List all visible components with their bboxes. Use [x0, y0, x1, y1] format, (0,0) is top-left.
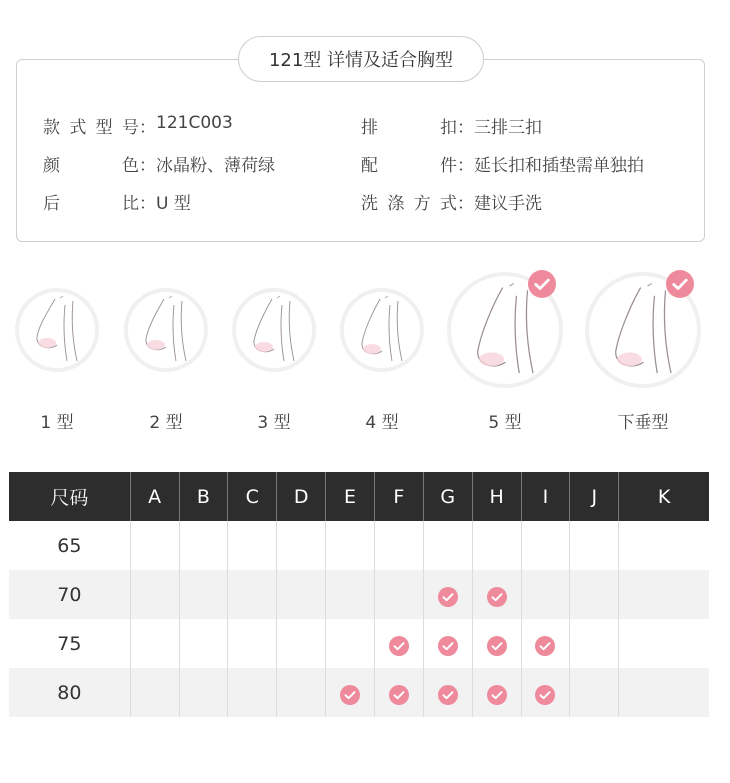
cell-70A: [131, 570, 180, 619]
detail-value: 三排三扣: [474, 118, 542, 138]
check-mark-icon: [528, 270, 556, 298]
fit-check-icon: [438, 636, 458, 656]
fit-check-icon: [389, 636, 409, 656]
detail-label: 款式型号: [43, 118, 139, 138]
cell-75J: [570, 619, 619, 668]
detail-value: 121C003: [156, 113, 233, 133]
cell-80B: [180, 668, 229, 717]
fit-check-icon: [487, 685, 507, 705]
header-cup-B: B: [180, 472, 229, 521]
row-size: 75: [9, 619, 131, 668]
row-size: 80: [9, 668, 131, 717]
shape-label: 4 型: [365, 413, 399, 433]
cell-70I: [522, 570, 571, 619]
header-cup-G: G: [424, 472, 473, 521]
cell-75C: [228, 619, 277, 668]
detail-colon: ：: [139, 118, 156, 138]
cell-65B: [180, 521, 229, 570]
cell-75H: [473, 619, 522, 668]
header-cup-E: E: [326, 472, 375, 521]
check-mark-icon: [438, 636, 458, 656]
page-title: 121型 详情及适合胸型: [238, 36, 484, 82]
cell-65C: [228, 521, 277, 570]
fit-check-icon: [389, 685, 409, 705]
detail-colon: ：: [139, 156, 156, 176]
selected-check-icon: [666, 270, 694, 298]
header-cup-K: K: [657, 485, 671, 508]
cell-65F: [375, 521, 424, 570]
cell-70B: [180, 570, 229, 619]
detail-label: 颜色: [43, 156, 139, 176]
fit-check-icon: [438, 685, 458, 705]
cell-70H: [473, 570, 522, 619]
detail-colon: ：: [457, 156, 474, 176]
header-cup-D: D: [277, 472, 326, 521]
detail-style-no: [43, 113, 233, 138]
header-cup-H: H: [473, 472, 522, 521]
detail-hooks: [361, 113, 542, 138]
cell-75I: [522, 619, 571, 668]
detail-value: U 型: [156, 194, 191, 214]
torso-sketch-icon: [136, 295, 196, 365]
cell-65A: [131, 521, 180, 570]
detail-back: [43, 189, 191, 214]
size-table-header: [9, 472, 709, 521]
cell-75A: [131, 619, 180, 668]
table-row: [9, 521, 709, 570]
header-cup-F: F: [375, 472, 424, 521]
cell-80F: [375, 668, 424, 717]
cell-70F: [375, 570, 424, 619]
fit-check-icon: [487, 636, 507, 656]
check-mark-icon: [666, 270, 694, 298]
check-mark-icon: [438, 685, 458, 705]
cell-80J: [570, 668, 619, 717]
cell-65G: [424, 521, 473, 570]
fit-check-icon: [487, 587, 507, 607]
cell-75G: [424, 619, 473, 668]
cell-70J: [570, 570, 619, 619]
shape-label: 5 型: [488, 413, 522, 433]
cell-70D: [277, 570, 326, 619]
cell-75D: [277, 619, 326, 668]
detail-color: [43, 151, 275, 176]
check-mark-icon: [535, 685, 555, 705]
cell-70K: [619, 570, 709, 619]
size-table: [9, 472, 709, 717]
cell-75F: [375, 619, 424, 668]
detail-value: 延长扣和插垫需单独拍: [474, 156, 644, 176]
header-cup-C: C: [228, 472, 277, 521]
cell-75K: [619, 619, 709, 668]
cell-75B: [180, 619, 229, 668]
cell-65H: [473, 521, 522, 570]
torso-sketch-icon: [352, 295, 412, 365]
fit-check-icon: [535, 636, 555, 656]
check-mark-icon: [389, 685, 409, 705]
cell-80D: [277, 668, 326, 717]
check-mark-icon: [487, 685, 507, 705]
cell-65I: [522, 521, 571, 570]
table-row: [9, 570, 709, 619]
detail-label: 配件: [361, 156, 457, 176]
cell-65D: [277, 521, 326, 570]
check-mark-icon: [487, 587, 507, 607]
detail-label: 洗涤方式: [361, 194, 457, 214]
fit-check-icon: [340, 685, 360, 705]
torso-sketch-icon: [27, 295, 87, 365]
cell-70E: [326, 570, 375, 619]
detail-value: 建议手洗: [474, 194, 542, 214]
header-cup-I: I: [522, 472, 571, 521]
fit-check-icon: [438, 587, 458, 607]
selected-check-icon: [528, 270, 556, 298]
cell-65E: [326, 521, 375, 570]
shape-label: 2 型: [149, 413, 183, 433]
row-size: 70: [9, 570, 131, 619]
cell-75E: [326, 619, 375, 668]
row-size: 65: [9, 521, 131, 570]
detail-value: 冰晶粉、薄荷绿: [156, 156, 275, 176]
detail-colon: ：: [139, 194, 156, 214]
fit-check-icon: [535, 685, 555, 705]
cell-80I: [522, 668, 571, 717]
cell-80A: [131, 668, 180, 717]
check-mark-icon: [535, 636, 555, 656]
detail-label: 排扣: [361, 118, 457, 138]
cell-80H: [473, 668, 522, 717]
cell-70C: [228, 570, 277, 619]
cell-80E: [326, 668, 375, 717]
cell-80K: [619, 668, 709, 717]
check-mark-icon: [438, 587, 458, 607]
check-mark-icon: [389, 636, 409, 656]
shape-label: 1 型: [40, 413, 74, 433]
cell-65J: [570, 521, 619, 570]
cell-65K: [619, 521, 709, 570]
check-mark-icon: [340, 685, 360, 705]
cell-70G: [424, 570, 473, 619]
size-table-body: [9, 521, 709, 717]
header-size: 尺码: [9, 472, 131, 521]
detail-accessories: [361, 151, 644, 176]
detail-label: 后比: [43, 194, 139, 214]
cell-80C: [228, 668, 277, 717]
table-row: [9, 619, 709, 668]
shape-label: 下垂型: [617, 413, 669, 433]
detail-colon: ：: [457, 118, 474, 138]
detail-colon: ：: [457, 194, 474, 214]
check-mark-icon: [487, 636, 507, 656]
cell-80G: [424, 668, 473, 717]
header-cup-A: A: [131, 472, 180, 521]
header-cup-J: J: [570, 472, 619, 521]
table-row: [9, 668, 709, 717]
detail-washing: [361, 189, 542, 214]
shape-label: 3 型: [257, 413, 291, 433]
torso-sketch-icon: [244, 295, 304, 365]
